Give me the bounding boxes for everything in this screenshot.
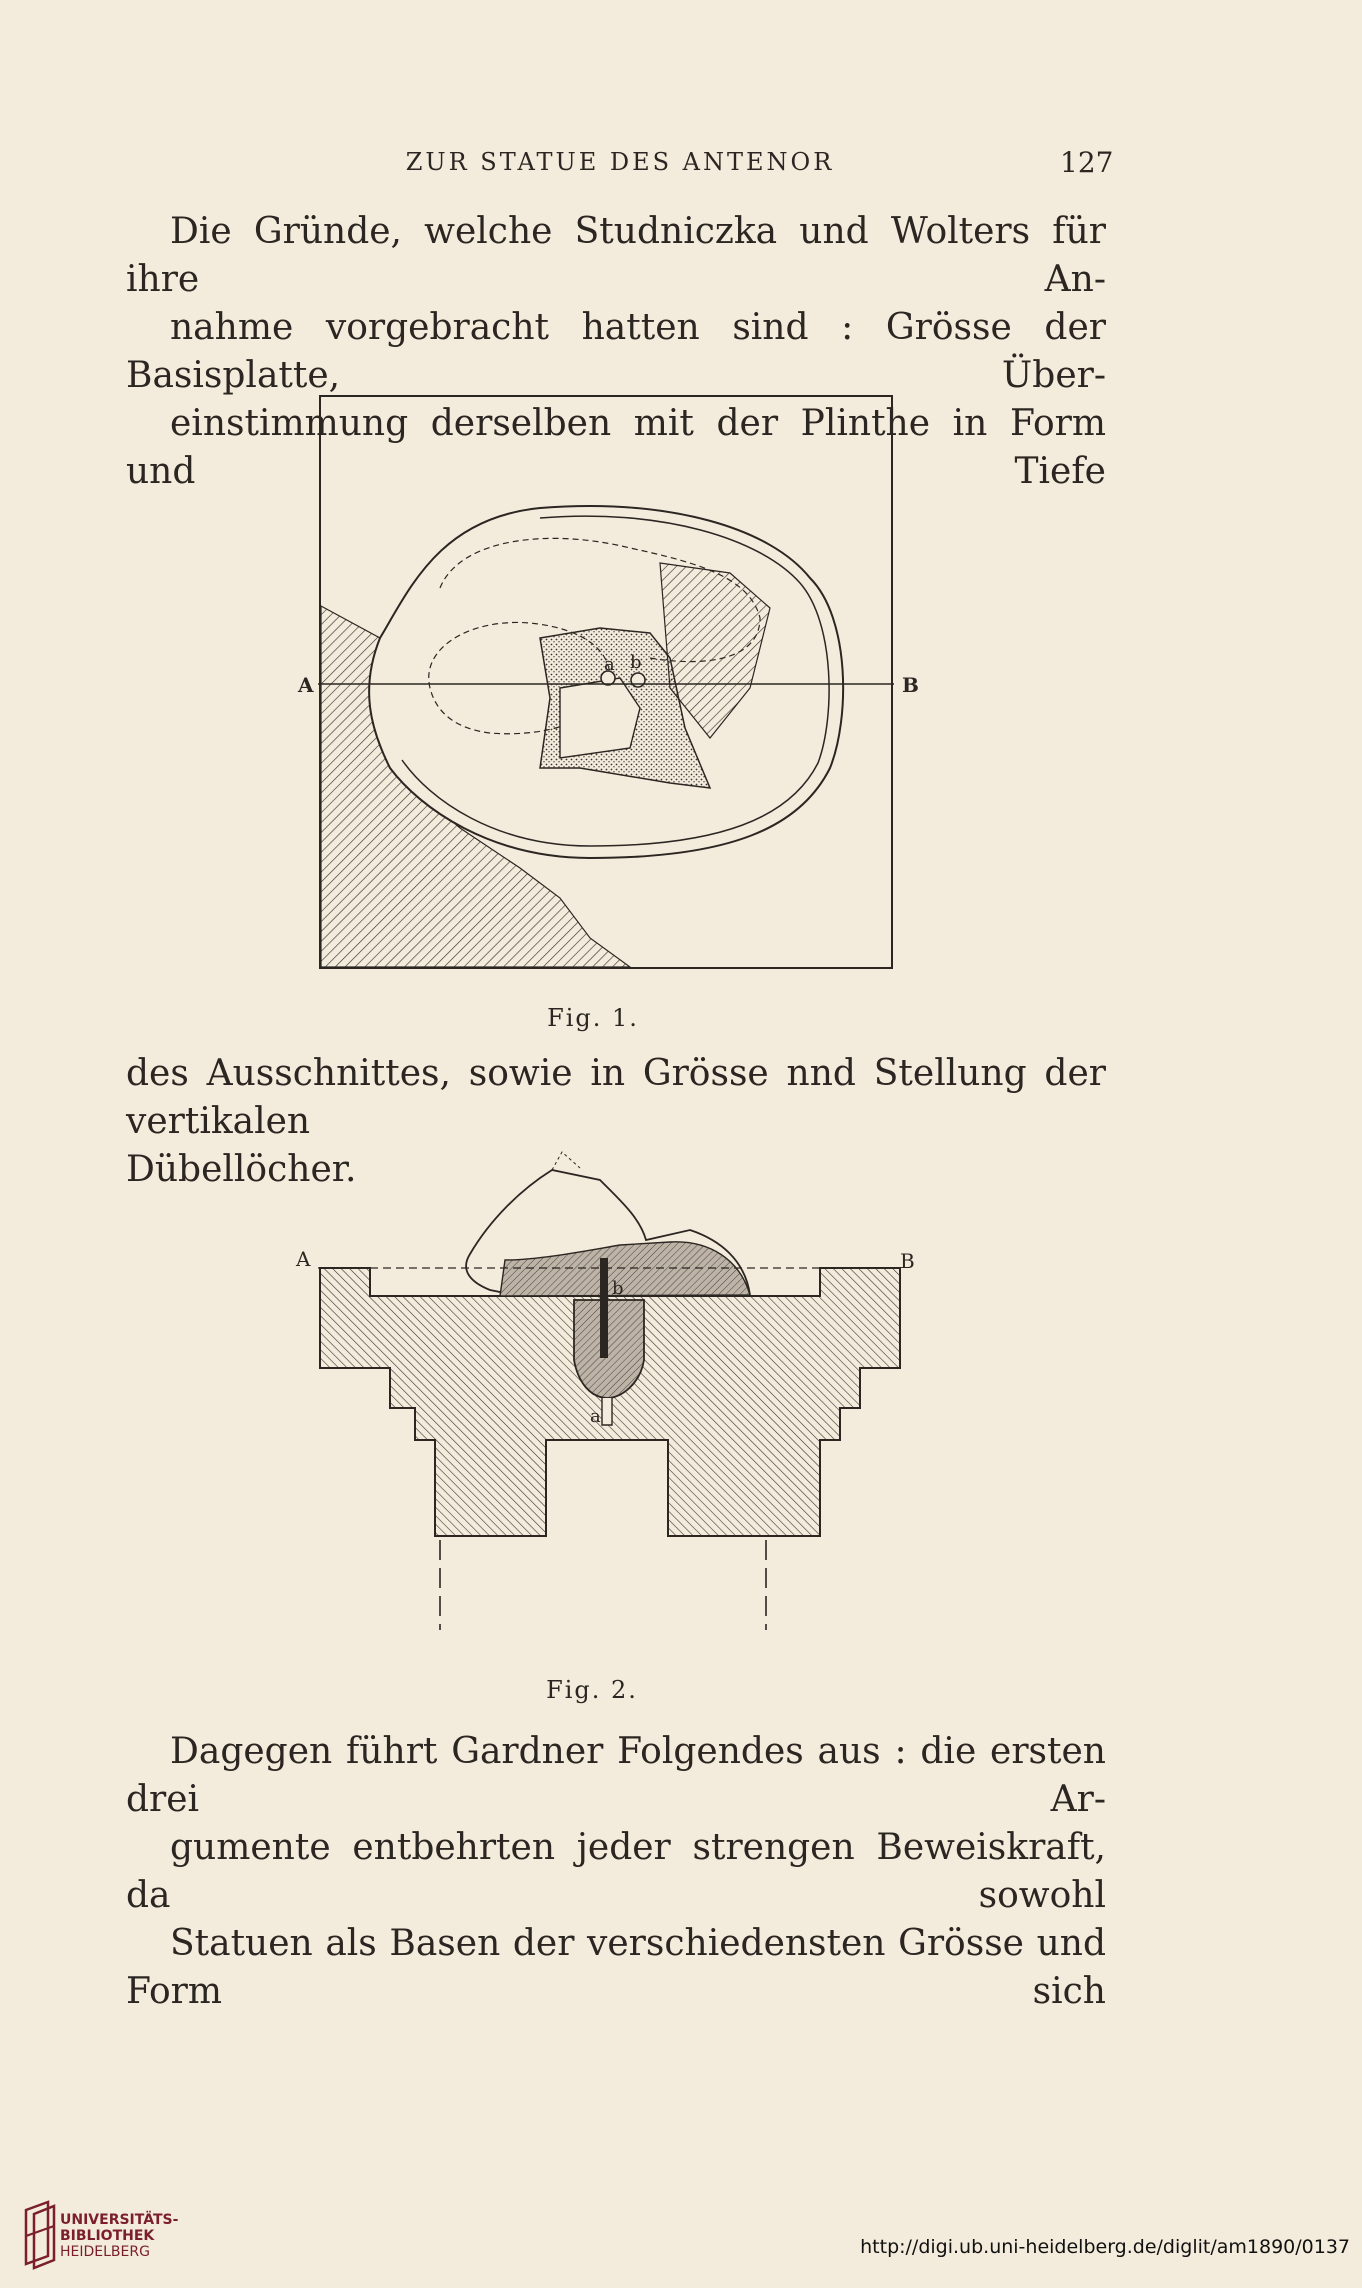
- text-line: Dagegen führt Gardner Folgendes aus : die ersten drei Ar-: [126, 1731, 1106, 1820]
- text-line: nahme vorgebracht hatten sind : Grösse der Basisplatte, Über-: [126, 307, 1106, 396]
- figure-1-caption: Fig. 1.: [547, 1004, 639, 1032]
- running-title: ZUR STATUE DES ANTENOR: [405, 148, 835, 176]
- text-line: Die Gründe, welche Studniczka und Wolters für ihre An-: [126, 211, 1106, 300]
- fig2-label-b: b: [612, 1278, 624, 1299]
- library-line-3: HEIDELBERG: [60, 2244, 150, 2260]
- page-number: 127: [1060, 146, 1114, 179]
- fig2-label-a: a: [590, 1406, 601, 1427]
- text-line: Dübellöcher.: [126, 1149, 357, 1190]
- figure-1-plan-drawing: [290, 388, 950, 978]
- figure-2-section-drawing: [290, 1150, 950, 1660]
- library-line-1: UNIVERSITÄTS-: [60, 2212, 179, 2228]
- library-name: [60, 2212, 178, 2260]
- text-line: einstimmung derselben mit der Plinthe in Form und Tiefe: [126, 403, 1106, 492]
- paragraph-3: [126, 1728, 1106, 2016]
- fig2-label-a-left: A: [296, 1247, 311, 1271]
- library-line-2: BIBLIOTHEK: [60, 2228, 155, 2244]
- source-url[interactable]: http://digi.ub.uni-heidelberg.de/diglit/am1890/0137: [860, 2236, 1350, 2258]
- text-line: des Ausschnittes, sowie in Grösse nnd Stellung der vertikalen: [126, 1053, 1106, 1142]
- fig1-label-a-left: A: [298, 673, 314, 697]
- fig1-label-b: b: [630, 652, 642, 673]
- text-line: Statuen als Basen der verschiedensten Grösse und Form sich: [126, 1923, 1106, 2012]
- fig1-label-a: a: [604, 654, 615, 675]
- figure-2-caption: Fig. 2.: [546, 1676, 638, 1704]
- text-line: gumente entbehrten jeder strengen Beweiskraft, da sowohl: [126, 1827, 1106, 1916]
- fig2-label-b-right: B: [900, 1249, 915, 1273]
- fig1-label-b-right: B: [902, 673, 919, 697]
